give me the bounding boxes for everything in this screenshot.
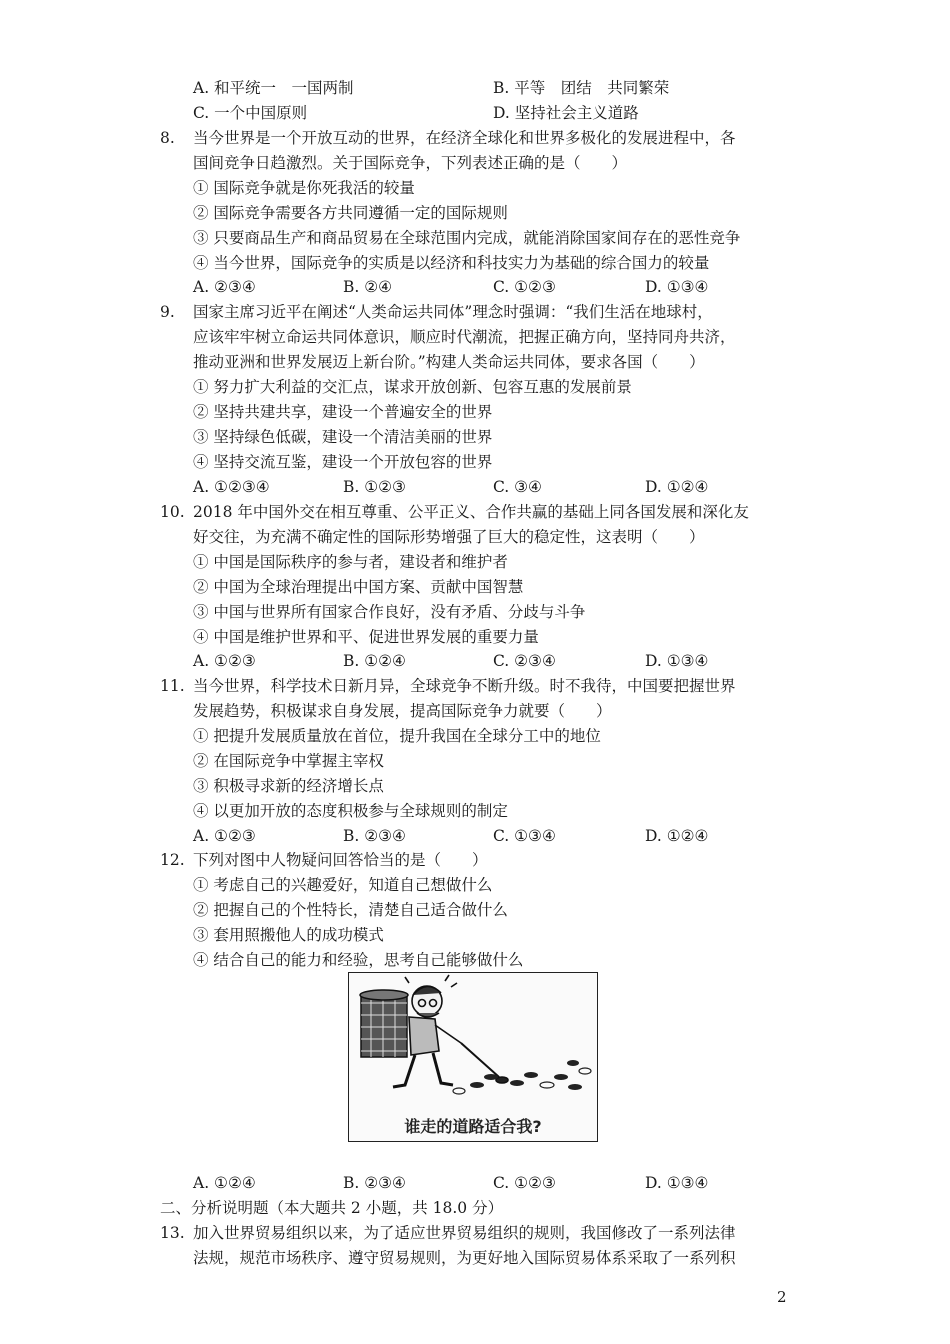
q8-stem-line: 当今世界是一个开放互动的世界，在经济全球化和世界多极化的发展进程中，各 <box>193 129 736 147</box>
q9-stem-line: 国家主席习近平在阐述“人类命运共同体”理念时强调：“我们生活在地球村， <box>193 303 713 321</box>
q12-option-b: B. ②③④ <box>343 1174 406 1192</box>
q11-number: 11. <box>160 677 185 695</box>
q12-option-c: C. ①②③ <box>493 1174 556 1192</box>
q10-item: ② 中国为全球治理提出中国方案、贡献中国智慧 <box>193 578 524 596</box>
q13-number: 13. <box>160 1224 185 1242</box>
q9-option-b: B. ①②③ <box>343 478 406 496</box>
q11-option-c: C. ①③④ <box>493 827 556 845</box>
q9-stem-line: 推动亚洲和世界发展迈上新台阶。”构建人类命运共同体，要求各国（ ） <box>193 353 705 371</box>
q9-item: ② 坚持共建共享，建设一个普遍安全的世界 <box>193 403 493 421</box>
q10-item: ④ 中国是维护世界和平、促进世界发展的重要力量 <box>193 628 539 646</box>
q10-option-d: D. ①③④ <box>645 652 709 670</box>
q10-stem-line: 好交往，为充满不确定性的国际形势增强了巨大的稳定性，这表明（ ） <box>193 528 705 546</box>
q9-option-d: D. ①②④ <box>645 478 709 496</box>
q8-option-a: A. ②③④ <box>193 278 256 296</box>
section-heading: 二、分析说明题（本大题共 2 小题，共 18.0 分） <box>160 1199 504 1217</box>
cartoon-figure <box>348 972 598 1142</box>
q11-option-b: B. ②③④ <box>343 827 406 845</box>
q10-item: ③ 中国与世界所有国家合作良好，没有矛盾、分歧与斗争 <box>193 603 586 621</box>
q12-item: ② 把握自己的个性特长，清楚自己适合做什么 <box>193 901 508 919</box>
cartoon-illustration <box>349 973 596 1113</box>
basket-icon <box>360 990 408 1057</box>
q9-option-a: A. ①②③④ <box>193 478 270 496</box>
q11-option-d: D. ①②④ <box>645 827 709 845</box>
q8-stem-line: 国间竞争日趋激烈。关于国际竞争，下列表述正确的是（ ） <box>193 154 628 172</box>
q11-stem-line: 当今世界，科学技术日新月异，全球竞争不断升级。时不我待，中国要把握世界 <box>193 677 736 695</box>
q9-stem-line: 应该牢牢树立命运共同体意识，顺应时代潮流，把握正确方向，坚持同舟共济， <box>193 328 736 346</box>
q7-option-d: D. 坚持社会主义道路 <box>493 104 639 122</box>
q9-option-c: C. ③④ <box>493 478 542 496</box>
q8-item: ② 国际竞争需要各方共同遵循一定的国际规则 <box>193 204 508 222</box>
q12-option-d: D. ①③④ <box>645 1174 709 1192</box>
q7-option-b: B. 平等 团结 共同繁荣 <box>493 79 670 97</box>
q11-option-a: A. ①②③ <box>193 827 256 845</box>
q7-option-a: A. 和平统一 一国两制 <box>193 79 354 97</box>
q9-item: ① 努力扩大利益的交汇点，谋求开放创新、包容互惠的发展前景 <box>193 378 632 396</box>
q8-number: 8. <box>160 129 175 147</box>
q10-number: 10. <box>160 503 185 521</box>
cartoon-caption: 谁走的道路适合我? <box>404 1117 542 1136</box>
q8-item: ① 国际竞争就是你死我活的较量 <box>193 179 415 197</box>
page-number: 2 <box>777 1288 787 1306</box>
q12-stem-line: 下列对图中人物疑问回答恰当的是（ ） <box>193 851 488 869</box>
q10-stem-line: 2018 年中国外交在相互尊重、公平正义、合作共赢的基础上同各国发展和深化友 <box>193 503 749 521</box>
q10-item: ① 中国是国际秩序的参与者，建设者和维护者 <box>193 553 508 571</box>
q13-stem-line: 加入世界贸易组织以来，为了适应世界贸易组织的规则，我国修改了一系列法律 <box>193 1224 736 1242</box>
q12-item: ③ 套用照搬他人的成功模式 <box>193 926 384 944</box>
q8-option-c: C. ①②③ <box>493 278 556 296</box>
q9-number: 9. <box>160 303 175 321</box>
q11-item: ② 在国际竞争中掌握主宰权 <box>193 752 384 770</box>
q8-option-d: D. ①③④ <box>645 278 709 296</box>
q12-item: ④ 结合自己的能力和经验，思考自己能够做什么 <box>193 951 524 969</box>
person-figure <box>393 975 508 1087</box>
q8-option-b: B. ②④ <box>343 278 393 296</box>
footprints <box>453 1060 591 1094</box>
q11-stem-line: 发展趋势，积极谋求自身发展，提高国际竞争力就要（ ） <box>193 702 612 720</box>
q13-stem-line: 法规，规范市场秩序、遵守贸易规则，为更好地入国际贸易体系采取了一系列积 <box>193 1249 736 1267</box>
q11-item: ① 把提升发展质量放在首位，提升我国在全球分工中的地位 <box>193 727 601 745</box>
q12-item: ① 考虑自己的兴趣爱好，知道自己想做什么 <box>193 876 493 894</box>
q11-item: ④ 以更加开放的态度积极参与全球规则的制定 <box>193 802 508 820</box>
q7-option-c: C. 一个中国原则 <box>193 104 308 122</box>
q10-option-b: B. ①②④ <box>343 652 406 670</box>
q9-item: ③ 坚持绿色低碳，建设一个清洁美丽的世界 <box>193 428 493 446</box>
q12-option-a: A. ①②④ <box>193 1174 256 1192</box>
q8-item: ③ 只要商品生产和商品贸易在全球范围内完成，就能消除国家间存在的恶性竞争 <box>193 229 741 247</box>
q12-number: 12. <box>160 851 185 869</box>
q10-option-c: C. ②③④ <box>493 652 556 670</box>
q8-item: ④ 当今世界，国际竞争的实质是以经济和科技实力为基础的综合国力的较量 <box>193 254 710 272</box>
q11-item: ③ 积极寻求新的经济增长点 <box>193 777 384 795</box>
q9-item: ④ 坚持交流互鉴，建设一个开放包容的世界 <box>193 453 493 471</box>
q10-option-a: A. ①②③ <box>193 652 256 670</box>
